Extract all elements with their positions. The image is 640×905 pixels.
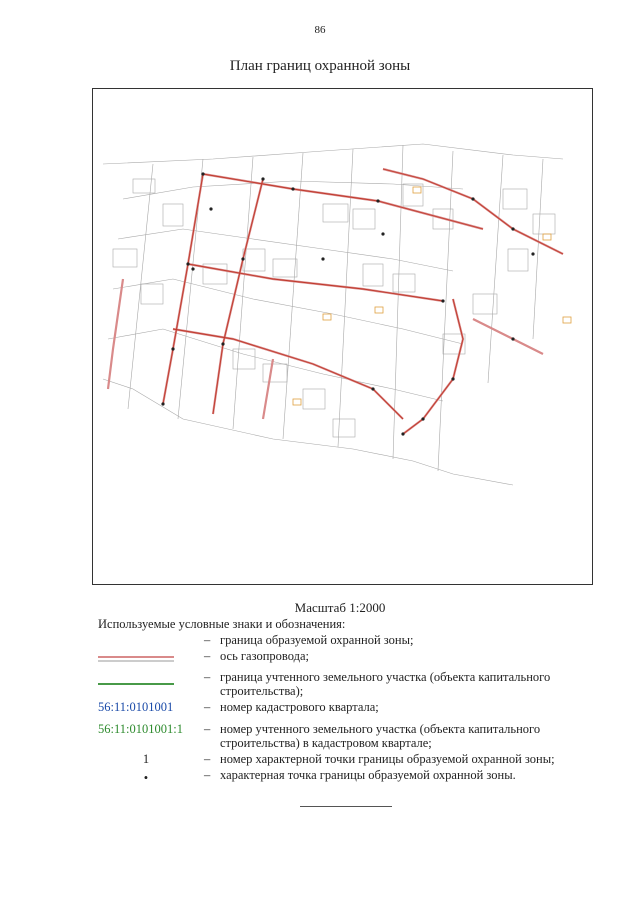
zone-boundaries [108, 169, 563, 434]
legend-desc: номер учтенного земельного участка (объекта капитального строительства) в кадастровом квартале; [220, 722, 541, 750]
legend-row-point-number [98, 752, 618, 768]
parcel-boundary-symbol [98, 676, 198, 690]
legend-row-parcel-boundary [98, 670, 618, 700]
legend-dash: – [204, 670, 211, 684]
gas-axis-symbol [98, 652, 198, 666]
legend-desc: граница образуемой охранной зоны; [220, 633, 414, 647]
legend-dash: – [204, 752, 211, 766]
legend-dash: – [204, 649, 211, 663]
legend-dash: – [204, 633, 211, 647]
page-title: План границ охранной зоны [229, 58, 411, 74]
characteristic-point-symbol: • [143, 771, 149, 785]
cadastral-block-symbol: 56:11:0101001 [98, 700, 174, 714]
point-number-symbol: 1 [142, 752, 150, 766]
legend-desc: ось газопровода; [220, 649, 310, 663]
legend-dash: – [204, 768, 211, 782]
legend-dash: – [204, 722, 211, 736]
map-frame [92, 88, 593, 585]
bottom-separator [300, 806, 392, 807]
page-number: 86 [314, 24, 326, 36]
legend-row-gas-axis [98, 649, 618, 665]
legend-row-characteristic-point [98, 768, 618, 784]
scale-label: Масштаб 1:2000 [294, 600, 386, 615]
protection-zone-map [93, 89, 592, 584]
parcel-number-symbol: 56:11:0101001:1 [98, 722, 183, 736]
legend-row-parcel-number [98, 722, 618, 752]
legend-dash: – [204, 700, 211, 714]
legend-row-zone-boundary [98, 633, 618, 649]
legend-desc: граница учтенного земельного участка (объекта капитального строительства); [220, 670, 551, 698]
legend-title: Используемые условные знаки и обозначения: [98, 617, 346, 631]
legend-desc: характерная точка границы образуемой охранной зоны. [220, 768, 516, 782]
legend-desc: номер характерной точки границы образуемой охранной зоны; [220, 752, 555, 766]
legend-row-cadastral-block [98, 700, 618, 716]
legend-desc: номер кадастрового квартала; [220, 700, 379, 714]
